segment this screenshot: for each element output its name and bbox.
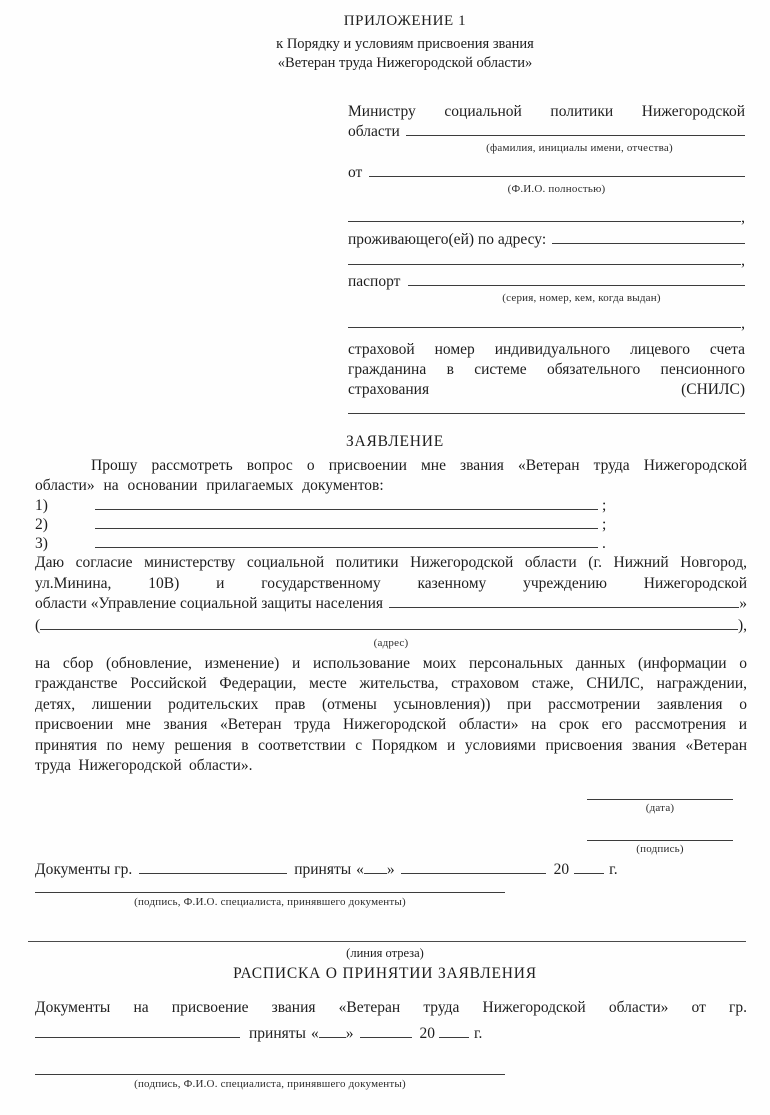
- doc-item-blank-3: [95, 545, 598, 548]
- receipt-year-blank: [439, 1035, 469, 1038]
- documents-label: Документы гр.: [35, 861, 133, 878]
- specialist-signature-blank: [35, 889, 505, 893]
- receipt-year-prefix: 20: [419, 1025, 435, 1042]
- accept-month-blank: [401, 871, 546, 874]
- header-block: [180, 12, 630, 73]
- doc-item-blank-1: [95, 507, 598, 510]
- documents-accepted-row: [35, 860, 655, 880]
- appendix-title: ПРИЛОЖЕНИЕ 1: [343, 13, 467, 29]
- appendix-subtitle-1: к Порядку и условиям присвоения звания: [276, 36, 534, 52]
- snils-text: страховой номер индивидуального лицевого счета гражданина в системе обязательного пенсионного страхования (СНИЛС): [348, 341, 745, 398]
- snils-blank: [348, 412, 745, 414]
- cut-line-caption: (линия отреза): [346, 946, 424, 960]
- passport-caption: (серия, номер, кем, когда выдан): [502, 292, 661, 304]
- receipt-day-open-quote: «: [310, 1025, 319, 1042]
- passport-line: [348, 272, 745, 292]
- uszn-name-line: [35, 594, 747, 615]
- minister-line: Министру социальной политики Нижегородской: [348, 103, 745, 120]
- item-tail-1: ;: [602, 497, 607, 514]
- application-body: [35, 456, 747, 777]
- item-number-1: 1): [35, 497, 48, 514]
- year-prefix: 20: [553, 861, 570, 878]
- year-suffix: г.: [609, 861, 618, 878]
- from-line: [348, 163, 745, 183]
- consent-text-part1b: области «Управление социальной защиты населения: [35, 595, 384, 612]
- uszn-address-line: [35, 615, 747, 636]
- accept-year-blank: [574, 871, 604, 874]
- doc-item-blank-2: [95, 526, 598, 529]
- uszn-close-quote: »: [739, 595, 747, 612]
- document-item-1: [35, 496, 747, 515]
- continuation-blank-2: [348, 262, 741, 265]
- signature-blank: [587, 837, 733, 841]
- specialist-caption: (подпись, Ф.И.О. специалиста, принявшего документы): [134, 896, 406, 908]
- date-blank: [587, 796, 733, 800]
- receipt-specialist-signature-blank: [35, 1071, 505, 1075]
- receipt-day-blank: [319, 1035, 346, 1038]
- item-tail-2: ;: [602, 516, 607, 533]
- continuation-line-3: [348, 314, 745, 334]
- receipt-day-close-quote: »: [345, 1025, 354, 1042]
- comma-1: ,: [741, 209, 745, 226]
- receipt-title: РАСПИСКА О ПРИНЯТИИ ЗАЯВЛЕНИЯ: [233, 965, 537, 982]
- day-open-quote: «: [356, 861, 364, 878]
- receipt-accepted-row: [35, 1024, 655, 1044]
- item-number-3: 3): [35, 535, 48, 552]
- continuation-blank-1: [348, 219, 741, 222]
- fio-blank: [369, 174, 745, 177]
- item-tail-3: .: [602, 535, 606, 552]
- item-number-2: 2): [35, 516, 48, 533]
- uszn-address-blank: [40, 627, 738, 630]
- receipt-month-blank: [360, 1035, 412, 1038]
- cut-line: [28, 941, 746, 942]
- date-caption: (дата): [645, 802, 675, 814]
- comma-2: ,: [741, 252, 745, 269]
- continuation-line-2: [348, 251, 745, 271]
- receipt-citizen-name-blank: [35, 1035, 240, 1038]
- address-label: проживающего(ей) по адресу:: [348, 231, 547, 248]
- continuation-blank-3: [348, 325, 741, 328]
- minister-line2-text: области: [348, 123, 400, 140]
- signature-caption: (подпись): [636, 843, 684, 855]
- day-close-quote: »: [386, 861, 395, 878]
- addressee-block: [348, 102, 745, 414]
- appendix-subtitle-2: «Ветеран труда Нижегородской области»: [277, 55, 533, 71]
- address-line: [348, 230, 745, 250]
- consent-text-part2: на сбор (обновление, изменение) и использование моих персональных данных (информации о гражданстве Российской Федерации, месте жительства, страховом стаже, СНИЛС, награждении, детях, лишении родительских прав (отмены усыновления)) при рассмотрении заявления о присвоении мне звания «Ветеран труда Нижегородской области» на срок его рассмотрения и принятия по нему решения в соответствии с Порядком и условиями присвоения звания «Ветеран труда Нижегородской области».: [35, 654, 747, 774]
- passport-label: паспорт: [348, 273, 401, 290]
- fio-caption: (Ф.И.О. полностью): [507, 183, 606, 195]
- paren-close: ),: [737, 616, 747, 634]
- passport-blank: [408, 283, 745, 286]
- date-signature-block: [587, 796, 733, 856]
- accept-day-blank: [364, 871, 387, 874]
- from-label: от: [348, 164, 363, 181]
- uszn-name-blank: [389, 605, 739, 608]
- request-text: Прошу рассмотреть вопрос о присвоении мне звания «Ветеран труда Нижегородской области» на основании прилагаемых документов:: [35, 457, 747, 494]
- application-title: ЗАЯВЛЕНИЕ: [345, 433, 445, 450]
- consent-text-part1: Даю согласие министерству социальной политики Нижегородской области (г. Нижний Новгород, ул.Минина, 10В) и государственному казенному учреждению Нижегородской: [35, 554, 747, 592]
- receipt-accepted-label: приняты: [249, 1025, 306, 1042]
- minister-line-2: [348, 122, 745, 142]
- paren-open: (: [35, 616, 41, 634]
- address-blank: [552, 241, 745, 244]
- accepted-label: приняты: [294, 861, 352, 878]
- applicant-name-blank: [406, 133, 745, 136]
- citizen-name-blank: [139, 871, 287, 874]
- comma-3: ,: [741, 315, 745, 332]
- receipt-specialist-caption: (подпись, Ф.И.О. специалиста, принявшего документы): [134, 1078, 406, 1090]
- receipt-body-text: Документы на присвоение звания «Ветеран труда Нижегородской области» от гр.: [35, 999, 747, 1016]
- document-item-3: [35, 534, 747, 553]
- document-item-2: [35, 515, 747, 534]
- uszn-address-caption: (адрес): [373, 636, 409, 649]
- continuation-line-1: [348, 208, 745, 228]
- name-caption: (фамилия, инициалы имени, отчества): [486, 142, 673, 154]
- receipt-year-suffix: г.: [473, 1025, 483, 1042]
